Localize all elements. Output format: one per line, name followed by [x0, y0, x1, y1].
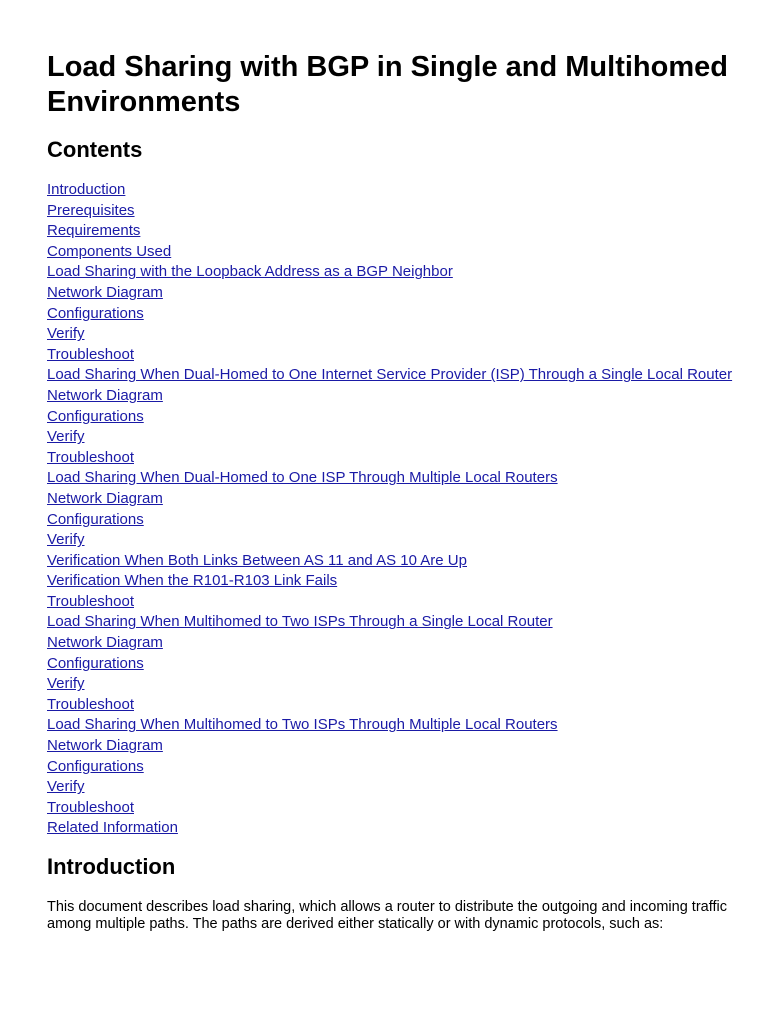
toc-link[interactable]: Load Sharing When Dual-Homed to One ISP Through Multiple Local Routers [47, 469, 558, 487]
toc-item [47, 346, 737, 363]
contents-heading: Contents [47, 137, 143, 162]
toc-link[interactable]: Configurations [47, 304, 144, 322]
toc-link[interactable]: Load Sharing When Dual-Homed to One Internet Service Provider (ISP) Through a Single Local Router [47, 366, 733, 384]
toc-item [47, 387, 737, 404]
toc-link[interactable]: Configurations [47, 757, 144, 775]
toc-item [47, 511, 737, 528]
toc-item [47, 696, 737, 713]
toc-link[interactable]: Verify [47, 428, 85, 446]
toc-link[interactable]: Troubleshoot [47, 448, 134, 466]
introduction-paragraph: This document describes load sharing, which allows a router to distribute the outgoing and incoming traffic among multiple paths. The paths are derived either statically or with dynamic protocols, such as: [47, 899, 727, 933]
toc-link[interactable]: Network Diagram [47, 489, 163, 507]
toc-link[interactable]: Verify [47, 675, 85, 693]
toc-item [47, 222, 737, 239]
toc-link[interactable]: Troubleshoot [47, 592, 134, 610]
toc-item [47, 655, 737, 672]
document-page [47, 0, 737, 933]
toc-link[interactable]: Configurations [47, 654, 144, 672]
toc-item [47, 799, 737, 816]
toc-link[interactable]: Load Sharing with the Loopback Address as a BGP Neighbor [47, 263, 453, 281]
toc-link[interactable]: Load Sharing When Multihomed to Two ISPs Through a Single Local Router [47, 613, 553, 631]
toc-item [47, 778, 737, 795]
toc-link[interactable]: Configurations [47, 510, 144, 528]
toc-item [47, 428, 737, 445]
toc-link[interactable]: Troubleshoot [47, 695, 134, 713]
toc-link[interactable]: Introduction [47, 181, 126, 198]
toc-link[interactable]: Load Sharing When Multihomed to Two ISPs Through Multiple Local Routers [47, 716, 558, 734]
toc-item [47, 737, 737, 754]
toc-link[interactable]: Network Diagram [47, 737, 163, 755]
toc-link[interactable]: Network Diagram [47, 634, 163, 652]
toc-link[interactable]: Verify [47, 531, 85, 549]
document-title: Load Sharing with BGP in Single and Multihomed Environments [47, 51, 728, 118]
toc-item [47, 449, 737, 466]
toc-item [47, 243, 737, 260]
toc-item [47, 634, 737, 651]
toc-link[interactable]: Verify [47, 778, 85, 796]
toc-item [47, 408, 737, 425]
toc-link[interactable]: Verify [47, 325, 85, 343]
toc-item [47, 263, 737, 280]
toc-item [47, 284, 737, 301]
toc-link[interactable]: Components Used [47, 242, 172, 260]
toc-item [47, 675, 737, 692]
toc-item [47, 202, 737, 219]
toc-link[interactable]: Troubleshoot [47, 345, 134, 363]
introduction-heading: Introduction [47, 854, 176, 880]
toc-item [47, 716, 737, 733]
toc-link[interactable]: Prerequisites [47, 201, 135, 219]
toc-link[interactable]: Troubleshoot [47, 798, 134, 816]
toc-item [47, 325, 737, 342]
toc-item [47, 469, 737, 486]
toc-item [47, 572, 737, 589]
toc-item [47, 531, 737, 548]
toc-item [47, 305, 737, 322]
toc-link[interactable]: Verification When the R101-R103 Link Fails [47, 572, 338, 590]
toc-link[interactable]: Network Diagram [47, 283, 163, 301]
toc-item [47, 552, 737, 569]
toc-link[interactable]: Requirements [47, 222, 141, 240]
toc-item [47, 593, 737, 610]
toc-link[interactable]: Related Information [47, 819, 178, 837]
toc-item [47, 181, 737, 198]
toc-item [47, 758, 737, 775]
toc-link[interactable]: Configurations [47, 407, 144, 425]
toc-item [47, 819, 737, 836]
toc-item [47, 490, 737, 507]
toc-link[interactable]: Network Diagram [47, 386, 163, 404]
table-of-contents [47, 181, 737, 836]
toc-item [47, 613, 737, 630]
toc-link[interactable]: Verification When Both Links Between AS 11 and AS 10 Are Up [47, 551, 467, 569]
toc-item [47, 366, 737, 383]
